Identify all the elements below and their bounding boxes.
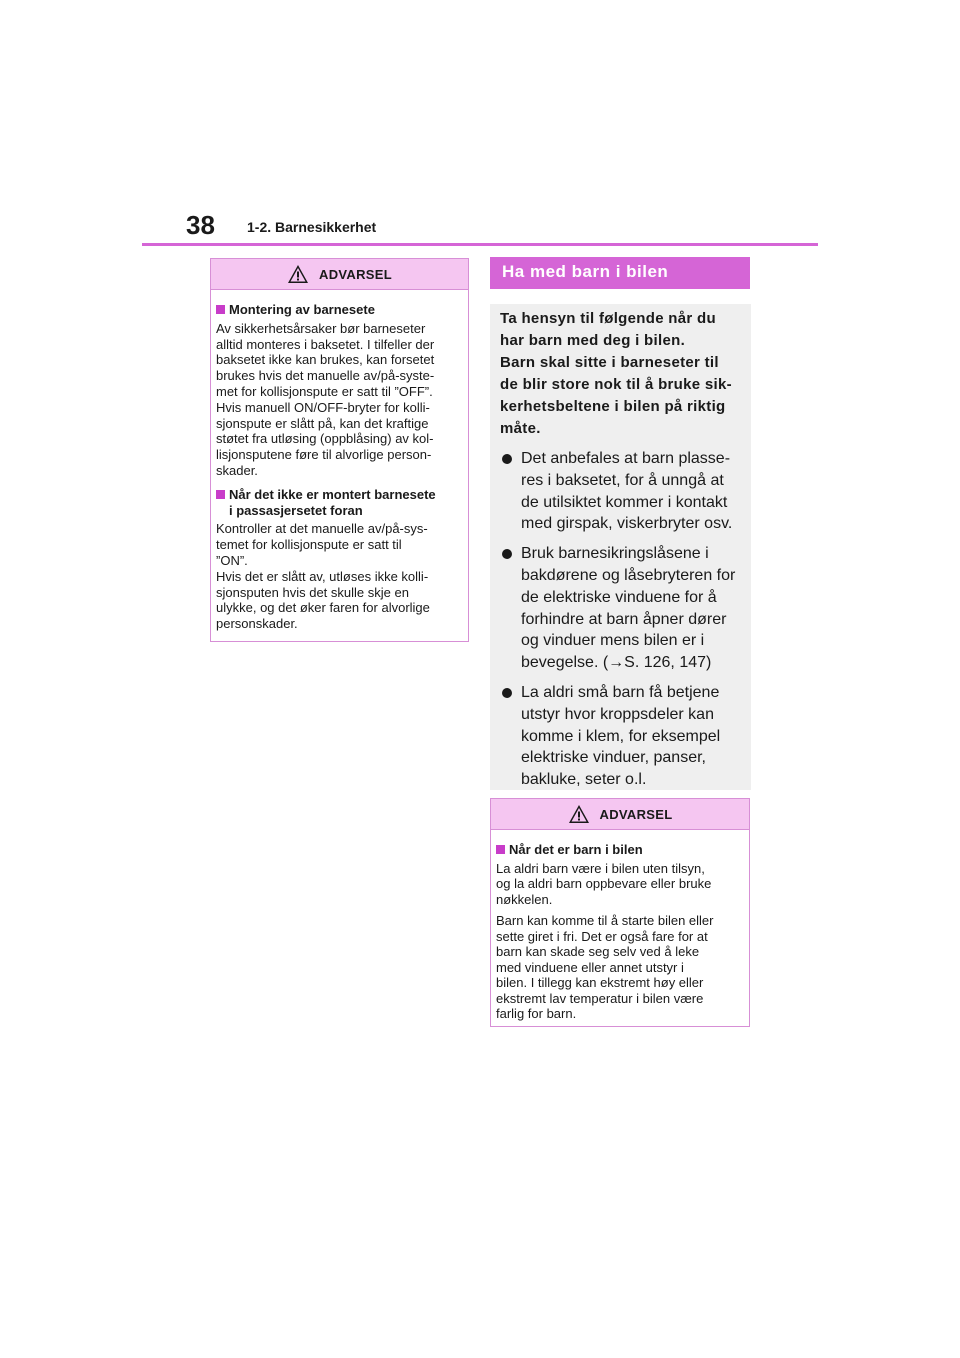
bullet-dot-icon [502,454,512,464]
bullet-item: Det anbefales at barn plasse- res i baksetet, for å unngå at de utilsiktet kommer i kontakt med girspak, viskerbryter osv. [500,448,743,535]
square-bullet-icon [216,490,225,499]
bullet-item: Bruk barnesikringslåsene i bakdørene og låsebryteren for de elektriske vinduene for å forhindre at barn åpner dører og vinduer mens bilen er i bevegelse. (→S. 126, 147) [500,543,743,674]
warning-box-right [490,798,750,1027]
warning-body [211,290,468,646]
page-header [0,0,960,250]
info-box [490,304,751,790]
warning-paragraph: Av sikkerhetsårsaker bør barneseter alltid monteres i baksetet. I tilfeller der baksetet ikke kan brukes, kan forsetet brukes hvis det manuelle av/på-syste- met for kollisjonspute er satt til ”OFF”. Hvis manuell ON/OFF-bryter for kolli- sjonspute er slått på, kan det kraftige støtet fra utløsing (oppblåsing) av kol- lisjonsputene føre til alvorlige person- skader. [216,320,435,478]
warning-paragraph: La aldri barn være i bilen uten tilsyn, og la aldri barn oppbevare eller bruke nøkkelen. [496,860,712,907]
warning-label: ADVARSEL [319,266,392,282]
warning-triangle-icon [287,264,309,284]
warning-triangle-icon [568,804,590,824]
section-title: 1-2. Barnesikkerhet [247,219,377,235]
warning-paragraph: Barn kan komme til å starte bilen eller sette giret i fri. Det er også fare for at barn kan skade seg selv ved å leke med vinduene eller annet utstyr i bilen. I tillegg kan ekstremt høy eller ekstremt lav temperatur i bilen være farlig for barn. [496,913,714,1021]
warning-body [491,830,749,1036]
warning-header [491,799,749,830]
bullet-dot-icon [502,549,512,559]
square-bullet-icon [216,305,225,314]
section-heading: Ha med barn i bilen [490,257,750,289]
warning-label: ADVARSEL [599,806,673,822]
page-number: 38 [186,210,215,240]
warning-box-left [210,258,469,642]
warning-paragraph: Kontroller at det manuelle av/på-sys- temet for kollisjonspute er satt til ”ON”. Hvis det er slått av, utløses ikke kolli- sjonsputen hvis det skulle skje en ulykke, og det øker faren for alvorlige personskader. [216,521,430,632]
warning-item-title: Montering av barnesete [216,302,462,318]
bullet-item: La aldri små barn få betjene utstyr hvor kroppsdeler kan komme i klem, for eksempel elektriske vinduer, panser, bakluke, seter o.l. [500,682,743,791]
warning-header [211,259,468,290]
square-bullet-icon [496,845,505,854]
intro-text: Ta hensyn til følgende når du har barn med deg i bilen. Barn skal sitte i barneseter til de blir store nok til å bruke sik- kerhetsbeltene i bilen på riktig måte. [500,310,732,437]
warning-item-title: Når det er barn i bilen [496,842,743,858]
bullet-dot-icon [502,688,512,698]
warning-item-title: Når det ikke er montert barnesete i passasjersetet foran [216,487,462,519]
header-divider [142,243,818,246]
